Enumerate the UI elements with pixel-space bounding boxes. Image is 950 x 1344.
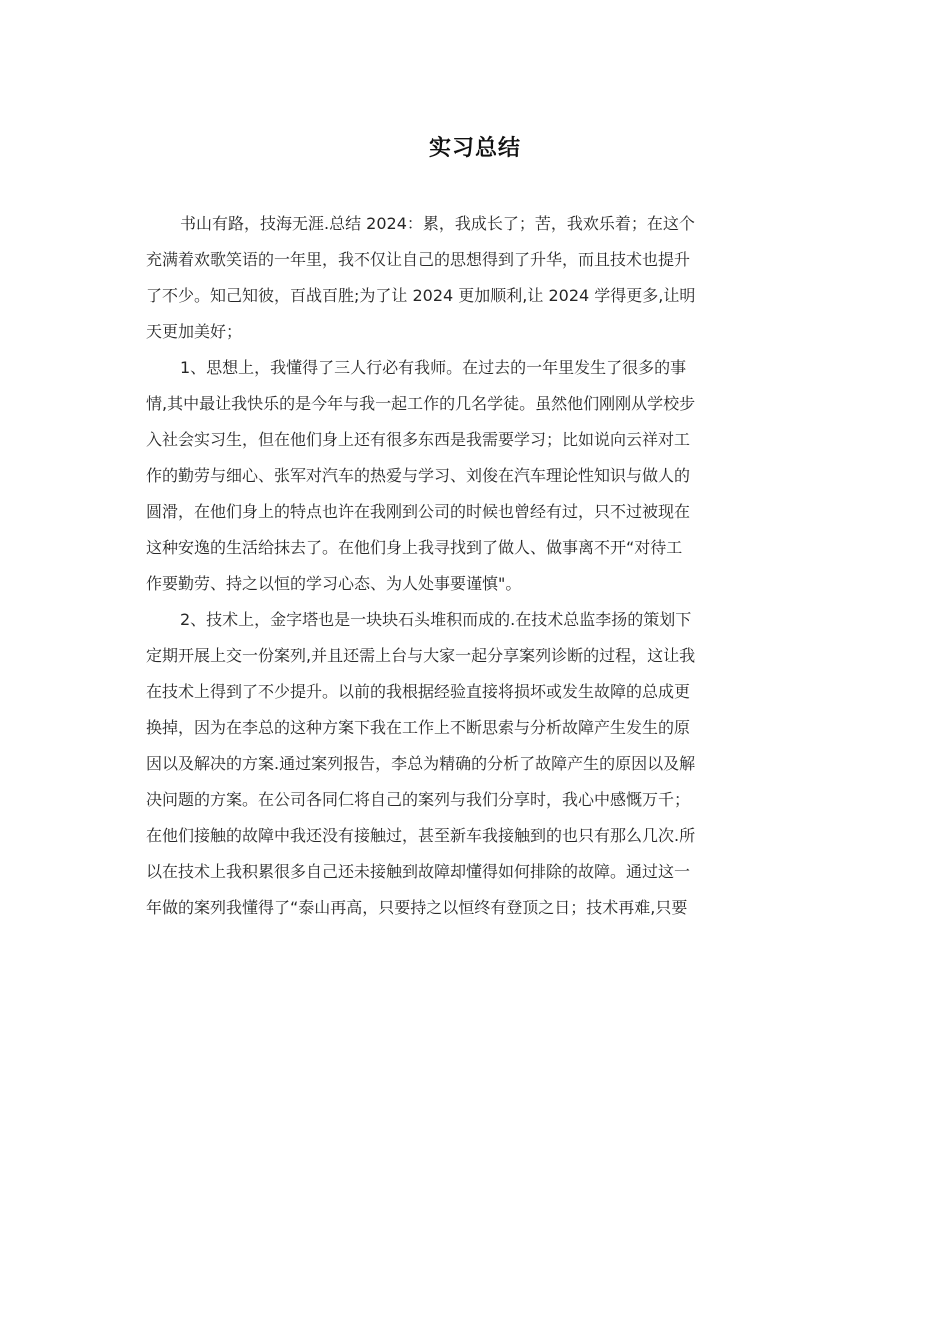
text-line: 了不少。知己知彼，百战百胜;为了让 2024 更加顺利,让 2024 学得更多,让明 [146,286,696,305]
paragraph-2 [146,350,806,602]
text-line: 定期开展上交一份案列,并且还需上台与大家一起分享案列诊断的过程，这让我 [146,646,696,665]
text-line: 年做的案列我懂得了“泰山再高，只要持之以恒终有登顶之日；技术再难,只要 [146,898,688,917]
document-title: 实习总结 [428,136,521,161]
text-line: 这种安逸的生活给抹去了。在他们身上我寻找到了做人、做事离不开“对待工 [146,538,683,557]
text-line: 换掉，因为在李总的这种方案下我在工作上不断思索与分析故障产生发生的原 [146,718,691,737]
document-body [146,206,806,926]
text-line: 天更加美好； [146,322,243,341]
text-line: 充满着欢歌笑语的一年里，我不仅让自己的思想得到了升华，而且技术也提升 [146,250,691,269]
text-line: 决问题的方案。在公司各同仁将自己的案列与我们分享时，我心中感慨万千； [146,790,691,809]
text-line: 2、技术上，金字塔也是一块块石头堆积而成的.在技术总监李扬的策划下 [180,610,692,629]
text-line: 在他们接触的故障中我还没有接触过，甚至新车我接触到的也只有那么几次.所 [146,826,696,845]
text-line: 情,其中最让我快乐的是今年与我一起工作的几名学徒。虽然他们刚刚从学校步 [146,394,696,413]
text-line: 因以及解决的方案.通过案列报告，李总为精确的分析了故障产生的原因以及解 [146,754,696,773]
text-line: 以在技术上我积累很多自己还未接触到故障却懂得如何排除的故障。通过这一 [146,862,691,881]
text-line: 在技术上得到了不少提升。以前的我根据经验直接将损坏或发生故障的总成更 [146,682,691,701]
text-line: 作的勤劳与细心、张军对汽车的热爱与学习、刘俊在汽车理论性知识与做人的 [146,466,691,485]
text-line: 入社会实习生，但在他们身上还有很多东西是我需要学习；比如说向云祥对工 [146,430,691,449]
text-line: 作要勤劳、持之以恒的学习心态、为人处事要谨慎"。 [146,574,522,593]
text-line: 圆滑，在他们身上的特点也许在我刚到公司的时候也曾经有过，只不过被现在 [146,502,691,521]
paragraph-3 [146,602,806,926]
text-line: 1、思想上，我懂得了三人行必有我师。在过去的一年里发生了很多的事 [180,358,687,377]
paragraph-1 [146,206,806,350]
text-line: 书山有路，技海无涯.总结 2024：累，我成长了；苦，我欢乐着；在这个 [180,214,695,233]
